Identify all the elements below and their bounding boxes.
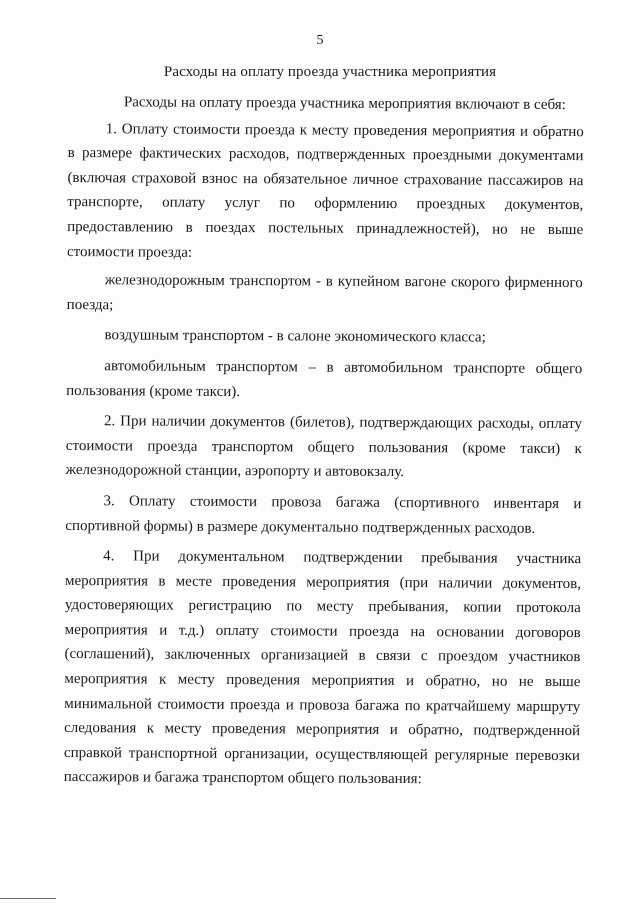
paragraph-rail: железнодорожным транспортом - в купейном вагоне скорого фирменного поезда; — [66, 272, 583, 314]
paragraph-item-1: 1. Оплату стоимости проезда к месту проведения мероприятия и обратно в размере фактических расходов, подтвержденных проездными документами (включая страховой взнос на обязательное личное страхование пассажиров на транспорте, оплату услуг по оформлению проездных документов, предоставлению в поездах постельных принадлежностей), но не выше стоимости проезда: — [66, 120, 584, 261]
paragraph-auto: автомобильным транспортом – в автомобильном транспорте общего пользования (кроме такси). — [66, 358, 583, 400]
section-title: Расходы на оплату проезда участника мероприятия — [163, 64, 497, 80]
page-number: 5 — [316, 33, 324, 48]
paragraph-item-4: 4. При документальном подтверждении пребывания участника мероприятия в месте проведения мероприятия (при наличии документов, удостоверяющих регистрацию по месту пребывания, копии протокола мероприятия и т.д.) оплату стоимости проезда на основании договоров (соглашений), заключенных организацией в связи с проездом участников мероприятия к месту проведения мероприятия и обратно, но не выше минимальной стоимости проезда и провоза багажа по кратчайшему маршруту следования к месту проведения мероприятия и обратно, подтвержденной справкой транспортной организации, осуществляющей регулярные перевозки пассажиров и багажа транспортом общего пользования: — [63, 548, 582, 788]
paragraph-air: воздушным транспортом - в салоне экономического класса; — [104, 327, 486, 346]
document-body — [64, 90, 584, 793]
paragraph-item-3: 3. Оплату стоимости провоза багажа (спортивного инвентаря и спортивной формы) в размере документально подтвержденных расходов. — [65, 493, 582, 537]
intro-paragraph: Расходы на оплату проезда участника мероприятия включают в себя: — [123, 94, 566, 114]
footer-rule — [0, 898, 56, 899]
paragraph-item-2: 2. При наличии документов (билетов), подтверждающих расходы, оплату стоимости проезда транспортом общего пользования (кроме такси) к железнодорожной станции, аэропорту и автовокзалу. — [65, 413, 583, 481]
